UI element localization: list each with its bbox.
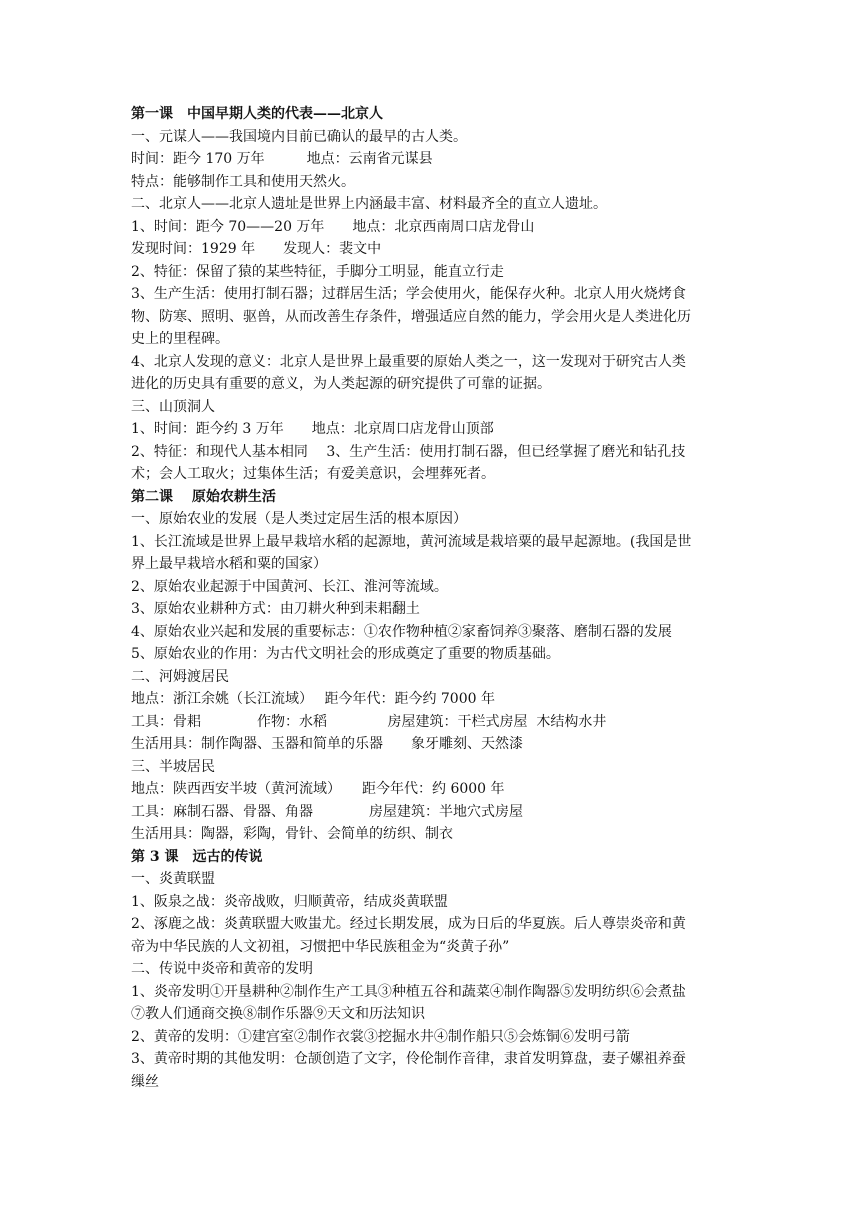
text-line: 二、北京人——北京人遗址是世界上内涵最丰富、材料最齐全的直立人遗址。 (131, 196, 607, 212)
text-line: 工具：麻制石器、骨器、角器 房屋建筑：半地穴式房屋 (131, 803, 523, 820)
text-line: 缫丝 (131, 1073, 159, 1090)
text-line: 生活用具：制作陶器、玉器和简单的乐器 象牙雕刻、天然漆 (131, 736, 523, 752)
document-page (131, 103, 731, 1093)
text-line: 4、原始农业兴起和发展的重要标志：①农作物种植②家畜饲养③聚落、磨制石器的发展 (131, 623, 672, 640)
text-line: 一、原始农业的发展（是人类过定居生活的根本原因） (131, 511, 467, 527)
lesson-heading: 第 3 课 远古的传说 (131, 848, 263, 865)
text-line: 1、时间：距今约 3 万年 地点：北京周口店龙骨山顶部 (131, 421, 494, 437)
lesson-heading: 第一课 中国早期人类的代表——北京人 (131, 106, 383, 122)
text-line: 3、生产生活：使用打制石器；过群居生活；学会使用火，能保存火种。北京人用火烧烤食 (131, 286, 686, 302)
text-line: 2、涿鹿之战：炎黄联盟大败蚩尤。经过长期发展，成为日后的华夏族。后人尊崇炎帝和黄 (131, 916, 686, 932)
text-line: 二、传说中炎帝和黄帝的发明 (131, 961, 313, 977)
text-line: 帝为中华民族的人文初祖，习惯把中华民族租金为“炎黄子孙” (131, 938, 510, 955)
text-line: 二、河姆渡居民 (131, 668, 229, 685)
text-line: 1、阪泉之战：炎帝战败，归顺黄帝，结成炎黄联盟 (131, 893, 448, 910)
text-line: 2、黄帝的发明：①建宫室②制作衣裳③挖掘水井④制作船只⑤会炼铜⑥发明弓箭 (131, 1028, 630, 1045)
text-line: 特点：能够制作工具和使用天然火。 (131, 173, 355, 190)
text-line: 5、原始农业的作用：为古代文明社会的形成奠定了重要的物质基础。 (131, 646, 560, 662)
text-line: 三、半坡居民 (131, 758, 215, 775)
text-line: 1、长江流域是世界上最早栽培水稻的起源地，黄河流域是栽培粟的最早起源地。(我国是世 (131, 533, 692, 550)
text-line: 2、特征：保留了猿的某些特征，手脚分工明显，能直立行走 (131, 263, 504, 280)
text-line: 生活用具：陶器，彩陶，骨针、会简单的纺织、制衣 (131, 826, 453, 842)
text-line: 3、原始农业耕种方式：由刀耕火种到耒耜翻土 (131, 601, 420, 617)
text-line: 时间：距今 170 万年 地点：云南省元谋县 (131, 151, 433, 167)
text-line: 地点：浙江余姚（长江流域） 距今年代：距今约 7000 年 (131, 691, 495, 707)
text-line: 三、山顶洞人 (131, 398, 215, 415)
text-line: 进化的历史具有重要的意义，为人类起源的研究提供了可靠的证据。 (131, 376, 551, 392)
text-line: 2、特征：和现代人基本相同 3、生产生活：使用打制石器，但已经掌握了磨光和钻孔技 (131, 443, 686, 460)
lesson-heading: 第二课 原始农耕生活 (131, 488, 276, 505)
text-line: 物、防寒、照明、驱兽，从而改善生存条件，增强适应自然的能力，学会用火是人类进化历 (131, 308, 691, 325)
text-line: 史上的里程碑。 (131, 331, 229, 347)
text-line: ⑦教人们通商交换⑧制作乐器⑨天文和历法知识 (131, 1006, 425, 1022)
text-line: 1、时间：距今 70——20 万年 地点：北京西南周口店龙骨山 (131, 218, 535, 235)
text-line: 2、原始农业起源于中国黄河、长江、淮河等流域。 (131, 578, 448, 595)
text-line: 发现时间：1929 年 发现人：裴文中 (131, 241, 382, 257)
text-line: 一、炎黄联盟 (131, 871, 215, 887)
text-line: 工具：骨耜 作物：水稻 房屋建筑：干栏式房屋 木结构水井 (131, 713, 607, 730)
text-line: 界上最早栽培水稻和粟的国家） (131, 556, 327, 572)
text-line: 3、黄帝时期的其他发明：仓颉创造了文字，伶伦制作音律，隶首发明算盘，妻子嫘祖养蚕 (131, 1051, 686, 1067)
text-line: 4、北京人发现的意义：北京人是世界上最重要的原始人类之一，这一发现对于研究古人类 (131, 353, 686, 370)
text-line: 地点：陕西西安半坡（黄河流域） 距今年代：约 6000 年 (131, 781, 505, 797)
text-line: 1、炎帝发明①开垦耕种②制作生产工具③种植五谷和蔬菜④制作陶器⑤发明纺织⑥会煮盐 (131, 983, 686, 1000)
text-line: 术；会人工取火；过集体生活；有爱美意识，会埋葬死者。 (131, 466, 495, 482)
text-line: 一、元谋人——我国境内目前已确认的最早的古人类。 (131, 128, 467, 145)
